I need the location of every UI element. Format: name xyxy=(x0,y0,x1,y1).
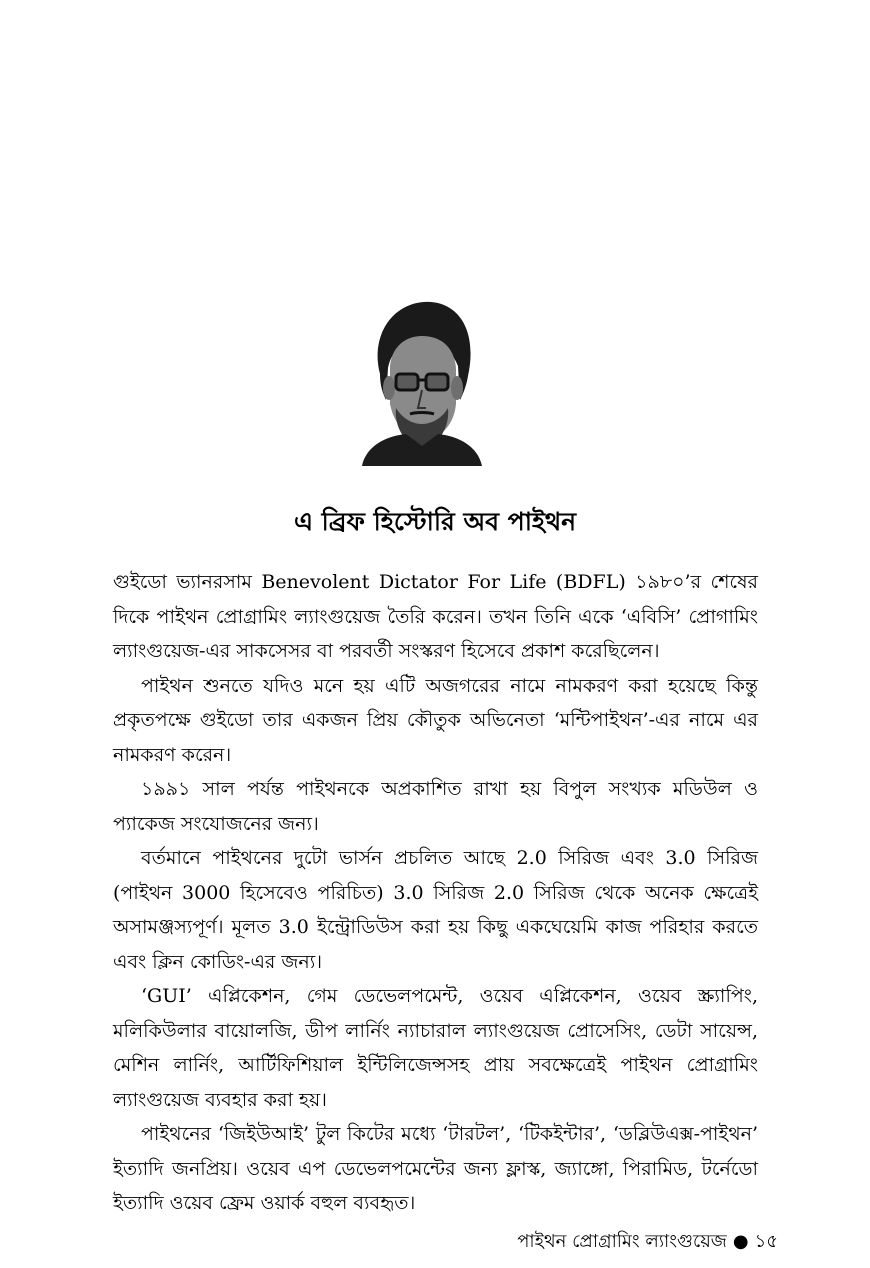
author-portrait xyxy=(362,296,482,466)
page-number: ১৫ xyxy=(754,1231,778,1252)
paragraph: বর্তমানে পাইথনের দুটো ভার্সন প্রচলিত আছে 2.0 সিরিজ এবং 3.0 সিরিজ (পাইথন 3000 হিসেবেও পরিচিত) 3.0 সিরিজ 2.0 সিরিজ থেকে অনেক ক্ষেত্রেই অসামঞ্জস্যপূর্ণ। মূলত 3.0 ইন্ট্রোডিউস করা হয় কিছু একঘেয়েমি কাজ পরিহার করতে এবং ক্লিন কোডিং-এর জন্য। xyxy=(113,847,758,973)
bullet-separator: ● xyxy=(732,1231,749,1252)
running-title: পাইথন প্রোগ্রামিং ল্যাংগুয়েজ xyxy=(517,1231,727,1252)
page-footer xyxy=(517,1229,778,1255)
paragraph: গুইডো ভ্যানরসাম Benevolent Dictator For Life (BDFL) ১৯৮০’র শেষের দিকে পাইথন প্রোগ্রামিং ল্যাংগুয়েজ তৈরি করেন। তখন তিনি একে ‘এবিসি’ প্রোগামিং ল্যাংগুয়েজ-এর সাকসেসর বা পরবর্তী সংস্করণ হিসেবে প্রকাশ করেছিলেন। xyxy=(113,571,758,662)
paragraph: ১৯৯১ সাল পর্যন্ত পাইথনকে অপ্রকাশিত রাখা হয় বিপুল সংখ্যক মডিউল ও প্যাকেজ সংযোজনের জন্য। xyxy=(113,778,758,835)
paragraph: পাইথনের ‘জিইউআই’ টুল কিটের মধ্যে ‘টারটল’, ‘টিকইন্টার’, ‘ডব্লিউএক্স-পাইথন’ ইত্যাদি জনপ্রিয়। ওয়েব এপ ডেভেলপমেন্টের জন্য ফ্লাস্ক, জ্যাঙ্গো, পিরামিড, টর্নেডো ইত্যাদি ওয়েব ফ্রেম ওয়ার্ক বহুল ব্যবহৃত। xyxy=(113,1123,758,1214)
body-text xyxy=(113,565,758,1221)
chapter-title: এ ব্রিফ হিস্টোরি অব পাইথন xyxy=(293,507,577,536)
paragraph: পাইথন শুনতে যদিও মনে হয় এটি অজগরের নামে নামকরণ করা হয়েছে কিন্তু প্রকৃতপক্ষে গুইডো তার একজন প্রিয় কৌতুক অভিনেতা ‘মন্টিপাইথন’-এর নামে এর নামকরণ করেন। xyxy=(113,674,758,766)
paragraph: ‘GUI’ এপ্লিকেশন, গেম ডেভেলপমেন্ট, ওয়েব এপ্লিকেশন, ওয়েব স্ক্র্যাপিং, মলিকিউলার বায়োলজি, ডীপ লার্নিং ন্যাচারাল ল্যাংগুয়েজ প্রোসেসিং, ডেটা সায়েন্স, মেশিন লার্নিং, আর্টিফিশিয়াল ইন্টিলিজেন্সসহ প্রায় সবক্ষেত্রেই পাইথন প্রোগ্রামিং ল্যাংগুয়েজ ব্যবহার করা হয়। xyxy=(113,985,758,1111)
